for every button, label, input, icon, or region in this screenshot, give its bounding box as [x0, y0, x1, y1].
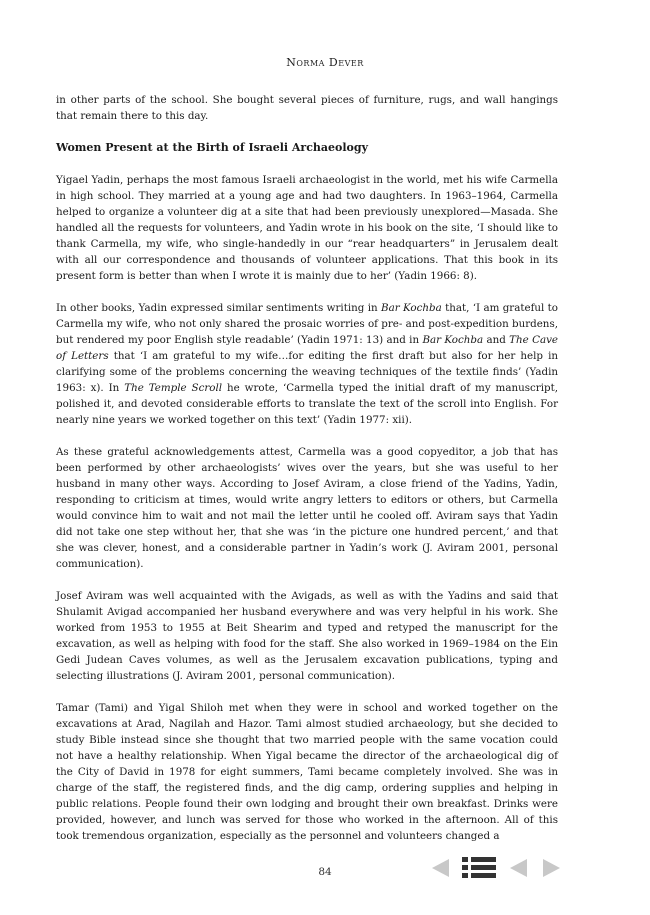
text-run: and — [483, 334, 510, 346]
book-title: The Temple Scroll — [124, 382, 223, 394]
text-run: that ‘I am grateful to my wife…for editing the first draft but also for her help in clarifying some of the problems concerning the weaving techniques of the textile finds’ (Yadin 1963: x). In — [56, 350, 558, 394]
table-of-contents-button[interactable] — [460, 855, 498, 881]
body-text — [56, 92, 558, 860]
triangle-left-icon — [429, 857, 451, 879]
triangle-left-icon — [507, 857, 529, 879]
page-navigation — [426, 855, 566, 881]
section-heading: Women Present at the Birth of Israeli Archaeology — [56, 141, 368, 154]
list-icon — [462, 856, 496, 880]
next-page-button[interactable] — [538, 855, 566, 881]
previous-page-button[interactable] — [426, 855, 454, 881]
triangle-right-icon — [541, 857, 563, 879]
text-run: he wrote, ‘Carmella typed the initial draft of my manuscript, polished it, and devoted considerable efforts to translate the text of the scroll into English. For nearly nine years we worked together on this text’ (Yadin 1977: xii). — [56, 382, 558, 426]
text-run: that, ‘I am grateful to Carmella my wife, who not only shared the prosaic worries of pre- and post-expedition burdens, but rendered my poor English style readable’ (Yadin 1971: 13) and in — [56, 302, 559, 346]
paragraph: As these grateful acknowledgements attest, Carmella was a good copyeditor, a job that has been performed by other archaeologists’ wives over the years, but she was useful to her husband in many other ways. According to Josef Aviram, a close friend of the Yadins, Yadin, responding to criticism at times, would write angry letters to editors or others, but Carmella would convince him to wait and not mail the letter until he cooled off. Aviram says that Yadin did not take one step without her, that she was ‘in the picture one hundred percent,’ and that she was clever, honest, and a considerable partner in Yadin’s work (J. Aviram 2001, personal communication). — [56, 446, 558, 570]
paragraph-continued: in other parts of the school. She bought several pieces of furniture, rugs, and wall hangings that remain there to this day. — [56, 94, 558, 122]
book-title: Bar Kochba — [381, 302, 442, 314]
paragraph: Yigael Yadin, perhaps the most famous Israeli archaeologist in the world, met his wife Carmella in high school. They married at a young age and had two daughters. In 1963–1964, Carmella helped to organize a volunteer dig at a site that had been previously unexplored—Masada. She handled all the requests for volunteers, and Yadin wrote in his book on the site, ‘I should like to thank Carmella, my wife, who single-handedly in our “rear headquarters” in Jerusalem dealt with all our correspondence and thousands of volunteer applications. That this book in its present form is better than when I wrote it is mainly due to her’ (Yadin 1966: 8). — [56, 174, 558, 282]
book-title: Bar Kochba — [422, 334, 484, 346]
book-title: The Cave of Letters — [56, 334, 559, 362]
paragraph: Josef Aviram was well acquainted with the Avigads, as well as with the Yadins and said that Shulamit Avigad accompanied her husband everywhere and was very helpful in his work. She worked from 1953 to 1955 at Beit Shearim and typed and retyped the manuscript for the excavation, as well as helping with food for the staff. She also worked in 1969–1984 on the Ein Gedi Judean Caves volumes, as well as the Jerusalem excavation publications, typing and selecting illustrations (J. Aviram 2001, personal communication). — [56, 590, 558, 682]
text-run: In other books, Yadin expressed similar sentiments writing in — [56, 302, 381, 314]
back-button[interactable] — [504, 855, 532, 881]
running-head: Norma Dever — [286, 56, 364, 69]
paragraph: Tamar (Tami) and Yigal Shiloh met when they were in school and worked together on the excavations at Arad, Nagilah and Hazor. Tami almost studied archaeology, but she decided to study Bible instead since she thought that two married people with the same vocation could not have a healthy relationship. When Yigal became the director of the archaeological dig of the City of David in 1978 for eight summers, Tami became completely involved. She was in charge of the staff, the registered finds, and the dig camp, ordering supplies and helping in public relations. People found their own lodging and brought their own breakfast. Drinks were provided, however, and lunch was served for those who worked in the afternoon. All of this took tremendous organization, especially as the personnel and volunteers changed a — [56, 702, 558, 842]
paragraph — [56, 300, 558, 428]
page-number: 84 — [318, 866, 332, 878]
